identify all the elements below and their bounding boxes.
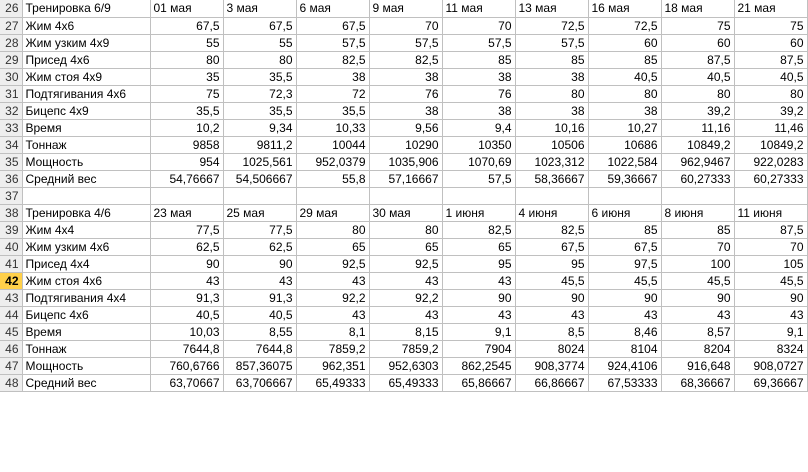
cell-value[interactable]: 57,16667 — [369, 170, 442, 187]
cell-value[interactable]: 85 — [588, 51, 661, 68]
row-header[interactable]: 41 — [0, 255, 22, 272]
table-row[interactable] — [0, 340, 807, 357]
cell-value[interactable]: 10,33 — [296, 119, 369, 136]
cell-value[interactable]: 87,5 — [734, 51, 807, 68]
exercise-label[interactable]: Подтягивания 4х6 — [22, 85, 150, 102]
cell-value[interactable]: 97,5 — [588, 255, 661, 272]
metric-label[interactable]: Мощность — [22, 153, 150, 170]
cell-value[interactable]: 57,5 — [442, 34, 515, 51]
row-header[interactable]: 27 — [0, 17, 22, 34]
cell-value[interactable]: 90 — [661, 289, 734, 306]
column-date[interactable]: 01 мая — [150, 0, 223, 17]
cell-value[interactable]: 35,5 — [223, 68, 296, 85]
column-date[interactable]: 4 июня — [515, 204, 588, 221]
cell-value[interactable]: 922,0283 — [734, 153, 807, 170]
table-row[interactable] — [0, 136, 807, 153]
row-header[interactable]: 35 — [0, 153, 22, 170]
cell-value[interactable]: 908,0727 — [734, 357, 807, 374]
cell-value[interactable]: 43 — [734, 306, 807, 323]
cell-value[interactable]: 8,55 — [223, 323, 296, 340]
cell-value[interactable]: 57,5 — [369, 34, 442, 51]
exercise-label[interactable]: Присед 4х4 — [22, 255, 150, 272]
metric-label[interactable]: Тоннаж — [22, 136, 150, 153]
table-row[interactable] — [0, 306, 807, 323]
column-date[interactable]: 8 июня — [661, 204, 734, 221]
row-header[interactable]: 32 — [0, 102, 22, 119]
cell-value[interactable]: 35,5 — [150, 102, 223, 119]
cell-value[interactable]: 82,5 — [296, 51, 369, 68]
cell-value[interactable]: 87,5 — [661, 51, 734, 68]
empty-cell[interactable] — [223, 187, 296, 204]
column-date[interactable]: 1 июня — [442, 204, 515, 221]
metric-label[interactable]: Средний вес — [22, 374, 150, 391]
cell-value[interactable]: 8324 — [734, 340, 807, 357]
cell-value[interactable]: 66,86667 — [515, 374, 588, 391]
cell-value[interactable]: 92,5 — [369, 255, 442, 272]
cell-value[interactable]: 80 — [223, 51, 296, 68]
exercise-label[interactable]: Жим узким 4х6 — [22, 238, 150, 255]
cell-value[interactable]: 43 — [515, 306, 588, 323]
cell-value[interactable]: 82,5 — [442, 221, 515, 238]
cell-value[interactable]: 862,2545 — [442, 357, 515, 374]
table-row[interactable] — [0, 102, 807, 119]
empty-cell[interactable] — [369, 187, 442, 204]
column-date[interactable]: 6 мая — [296, 0, 369, 17]
cell-value[interactable]: 70 — [369, 17, 442, 34]
cell-value[interactable]: 55 — [223, 34, 296, 51]
empty-cell[interactable] — [442, 187, 515, 204]
cell-value[interactable]: 1035,906 — [369, 153, 442, 170]
cell-value[interactable]: 39,2 — [734, 102, 807, 119]
empty-cell[interactable] — [734, 187, 807, 204]
cell-value[interactable]: 67,5 — [588, 238, 661, 255]
row-header[interactable]: 40 — [0, 238, 22, 255]
cell-value[interactable]: 40,5 — [150, 306, 223, 323]
table-row[interactable] — [0, 85, 807, 102]
cell-value[interactable]: 857,36075 — [223, 357, 296, 374]
table-row[interactable] — [0, 119, 807, 136]
table-row[interactable] — [0, 238, 807, 255]
cell-value[interactable]: 68,36667 — [661, 374, 734, 391]
table-row[interactable] — [0, 323, 807, 340]
cell-value[interactable]: 45,5 — [515, 272, 588, 289]
cell-value[interactable]: 70 — [442, 17, 515, 34]
column-date[interactable]: 6 июня — [588, 204, 661, 221]
table-row[interactable] — [0, 153, 807, 170]
cell-value[interactable]: 82,5 — [515, 221, 588, 238]
cell-value[interactable]: 85 — [661, 221, 734, 238]
cell-value[interactable]: 57,5 — [515, 34, 588, 51]
cell-value[interactable]: 40,5 — [223, 306, 296, 323]
cell-value[interactable]: 43 — [296, 306, 369, 323]
cell-value[interactable]: 8204 — [661, 340, 734, 357]
cell-value[interactable]: 10,2 — [150, 119, 223, 136]
cell-value[interactable]: 10290 — [369, 136, 442, 153]
row-header[interactable]: 29 — [0, 51, 22, 68]
exercise-label[interactable]: Жим узким 4х9 — [22, 34, 150, 51]
cell-value[interactable]: 80 — [515, 85, 588, 102]
cell-value[interactable]: 75 — [661, 17, 734, 34]
metric-label[interactable]: Мощность — [22, 357, 150, 374]
cell-value[interactable]: 60,27333 — [734, 170, 807, 187]
cell-value[interactable]: 954 — [150, 153, 223, 170]
cell-value[interactable]: 40,5 — [588, 68, 661, 85]
table-row[interactable] — [0, 204, 807, 221]
table-row[interactable] — [0, 289, 807, 306]
cell-value[interactable]: 67,5 — [296, 17, 369, 34]
cell-value[interactable]: 760,6766 — [150, 357, 223, 374]
cell-value[interactable]: 8,5 — [515, 323, 588, 340]
column-date[interactable]: 3 мая — [223, 0, 296, 17]
row-header-selected[interactable]: 42 — [0, 272, 22, 289]
cell-value[interactable]: 9811,2 — [223, 136, 296, 153]
column-date[interactable]: 11 июня — [734, 204, 807, 221]
cell-value[interactable]: 90 — [223, 255, 296, 272]
exercise-label[interactable]: Бицепс 4х6 — [22, 306, 150, 323]
cell-value[interactable]: 54,506667 — [223, 170, 296, 187]
cell-value[interactable]: 72,3 — [223, 85, 296, 102]
cell-value[interactable]: 57,5 — [442, 170, 515, 187]
cell-value[interactable]: 38 — [442, 68, 515, 85]
cell-value[interactable]: 70 — [661, 238, 734, 255]
cell-value[interactable]: 38 — [369, 68, 442, 85]
cell-value[interactable]: 65 — [296, 238, 369, 255]
cell-value[interactable]: 69,36667 — [734, 374, 807, 391]
cell-value[interactable]: 1070,69 — [442, 153, 515, 170]
cell-value[interactable]: 85 — [442, 51, 515, 68]
cell-value[interactable]: 80 — [296, 221, 369, 238]
cell-value[interactable]: 9,4 — [442, 119, 515, 136]
table-row[interactable] — [0, 374, 807, 391]
cell-value[interactable]: 7904 — [442, 340, 515, 357]
cell-value[interactable]: 58,36667 — [515, 170, 588, 187]
cell-value[interactable]: 1022,584 — [588, 153, 661, 170]
row-header[interactable]: 38 — [0, 204, 22, 221]
cell-value[interactable]: 55,8 — [296, 170, 369, 187]
table-row[interactable] — [0, 221, 807, 238]
cell-value[interactable]: 45,5 — [661, 272, 734, 289]
cell-value[interactable]: 63,70667 — [150, 374, 223, 391]
empty-cell[interactable] — [22, 187, 150, 204]
cell-value[interactable]: 8,15 — [369, 323, 442, 340]
cell-value[interactable]: 80 — [150, 51, 223, 68]
cell-value[interactable]: 92,2 — [296, 289, 369, 306]
cell-value[interactable]: 43 — [442, 272, 515, 289]
cell-value[interactable]: 38 — [296, 68, 369, 85]
cell-value[interactable]: 85 — [515, 51, 588, 68]
empty-cell[interactable] — [296, 187, 369, 204]
cell-value[interactable]: 952,6303 — [369, 357, 442, 374]
exercise-label[interactable]: Жим 4х4 — [22, 221, 150, 238]
cell-value[interactable]: 60 — [661, 34, 734, 51]
cell-value[interactable]: 43 — [150, 272, 223, 289]
exercise-label[interactable]: Жим стоя 4х6 — [22, 272, 150, 289]
cell-value[interactable]: 43 — [296, 272, 369, 289]
cell-value[interactable]: 72,5 — [515, 17, 588, 34]
table-row[interactable] — [0, 0, 807, 17]
block-title[interactable]: Тренировка 6/9 — [22, 0, 150, 17]
metric-label[interactable]: Время — [22, 119, 150, 136]
cell-value[interactable]: 9,1 — [442, 323, 515, 340]
column-date[interactable]: 9 мая — [369, 0, 442, 17]
cell-value[interactable]: 72 — [296, 85, 369, 102]
cell-value[interactable]: 92,5 — [296, 255, 369, 272]
row-header[interactable]: 31 — [0, 85, 22, 102]
cell-value[interactable]: 60 — [588, 34, 661, 51]
empty-cell[interactable] — [661, 187, 734, 204]
column-date[interactable]: 16 мая — [588, 0, 661, 17]
cell-value[interactable]: 40,5 — [734, 68, 807, 85]
cell-value[interactable]: 45,5 — [588, 272, 661, 289]
row-header[interactable]: 45 — [0, 323, 22, 340]
cell-value[interactable]: 72,5 — [588, 17, 661, 34]
block-title[interactable]: Тренировка 4/6 — [22, 204, 150, 221]
cell-value[interactable]: 82,5 — [369, 51, 442, 68]
cell-value[interactable]: 60,27333 — [661, 170, 734, 187]
cell-value[interactable]: 908,3774 — [515, 357, 588, 374]
cell-value[interactable]: 105 — [734, 255, 807, 272]
row-header[interactable]: 37 — [0, 187, 22, 204]
empty-cell[interactable] — [588, 187, 661, 204]
column-date[interactable]: 18 мая — [661, 0, 734, 17]
row-header[interactable]: 44 — [0, 306, 22, 323]
cell-value[interactable]: 80 — [369, 221, 442, 238]
cell-value[interactable]: 916,648 — [661, 357, 734, 374]
cell-value[interactable]: 43 — [369, 306, 442, 323]
row-header[interactable]: 43 — [0, 289, 22, 306]
cell-value[interactable]: 43 — [369, 272, 442, 289]
cell-value[interactable]: 60 — [734, 34, 807, 51]
cell-value[interactable]: 8104 — [588, 340, 661, 357]
column-date[interactable]: 29 мая — [296, 204, 369, 221]
cell-value[interactable]: 10506 — [515, 136, 588, 153]
cell-value[interactable]: 8,46 — [588, 323, 661, 340]
cell-value[interactable]: 62,5 — [223, 238, 296, 255]
cell-value[interactable]: 95 — [515, 255, 588, 272]
cell-value[interactable]: 67,5 — [223, 17, 296, 34]
cell-value[interactable]: 1023,312 — [515, 153, 588, 170]
cell-value[interactable]: 38 — [515, 68, 588, 85]
column-date[interactable]: 11 мая — [442, 0, 515, 17]
exercise-label[interactable]: Подтягивания 4х4 — [22, 289, 150, 306]
cell-value[interactable]: 55 — [150, 34, 223, 51]
cell-value[interactable]: 962,351 — [296, 357, 369, 374]
cell-value[interactable]: 7644,8 — [150, 340, 223, 357]
cell-value[interactable]: 9,34 — [223, 119, 296, 136]
table-row[interactable] — [0, 34, 807, 51]
row-header[interactable]: 46 — [0, 340, 22, 357]
cell-value[interactable]: 38 — [442, 102, 515, 119]
cell-value[interactable]: 65,86667 — [442, 374, 515, 391]
cell-value[interactable]: 91,3 — [150, 289, 223, 306]
exercise-label[interactable]: Присед 4х6 — [22, 51, 150, 68]
cell-value[interactable]: 10,16 — [515, 119, 588, 136]
table-row-selected[interactable] — [0, 272, 807, 289]
cell-value[interactable]: 67,5 — [150, 17, 223, 34]
cell-value[interactable]: 77,5 — [150, 221, 223, 238]
cell-value[interactable]: 65,49333 — [369, 374, 442, 391]
cell-value[interactable]: 38 — [515, 102, 588, 119]
row-header[interactable]: 26 — [0, 0, 22, 17]
row-header[interactable]: 30 — [0, 68, 22, 85]
cell-value[interactable]: 952,0379 — [296, 153, 369, 170]
cell-value[interactable]: 7644,8 — [223, 340, 296, 357]
cell-value[interactable]: 11,46 — [734, 119, 807, 136]
cell-value[interactable]: 90 — [442, 289, 515, 306]
cell-value[interactable]: 85 — [588, 221, 661, 238]
cell-value[interactable]: 80 — [734, 85, 807, 102]
cell-value[interactable]: 10,03 — [150, 323, 223, 340]
cell-value[interactable]: 10,27 — [588, 119, 661, 136]
cell-value[interactable]: 87,5 — [734, 221, 807, 238]
table-row[interactable] — [0, 357, 807, 374]
cell-value[interactable]: 75 — [150, 85, 223, 102]
cell-value[interactable]: 38 — [588, 102, 661, 119]
cell-value[interactable]: 9858 — [150, 136, 223, 153]
cell-value[interactable]: 90 — [150, 255, 223, 272]
row-header[interactable]: 28 — [0, 34, 22, 51]
row-header[interactable]: 39 — [0, 221, 22, 238]
cell-value[interactable]: 35 — [150, 68, 223, 85]
row-header[interactable]: 36 — [0, 170, 22, 187]
cell-value[interactable]: 80 — [661, 85, 734, 102]
cell-value[interactable]: 65 — [442, 238, 515, 255]
cell-value[interactable]: 43 — [442, 306, 515, 323]
cell-value[interactable]: 8,1 — [296, 323, 369, 340]
cell-value[interactable]: 65 — [369, 238, 442, 255]
exercise-label[interactable]: Жим 4х6 — [22, 17, 150, 34]
cell-value[interactable]: 43 — [223, 272, 296, 289]
table-row[interactable] — [0, 170, 807, 187]
cell-value[interactable]: 67,5 — [515, 238, 588, 255]
metric-label[interactable]: Тоннаж — [22, 340, 150, 357]
cell-value[interactable]: 67,53333 — [588, 374, 661, 391]
column-date[interactable]: 13 мая — [515, 0, 588, 17]
cell-value[interactable]: 9,56 — [369, 119, 442, 136]
column-date[interactable]: 30 мая — [369, 204, 442, 221]
cell-value[interactable]: 35,5 — [223, 102, 296, 119]
exercise-label[interactable]: Бицепс 4х9 — [22, 102, 150, 119]
table-row[interactable] — [0, 255, 807, 272]
cell-value[interactable]: 54,76667 — [150, 170, 223, 187]
cell-value[interactable]: 10849,2 — [734, 136, 807, 153]
cell-value[interactable]: 75 — [734, 17, 807, 34]
cell-value[interactable]: 7859,2 — [369, 340, 442, 357]
cell-value[interactable]: 57,5 — [296, 34, 369, 51]
cell-value[interactable]: 92,2 — [369, 289, 442, 306]
row-header[interactable]: 48 — [0, 374, 22, 391]
column-date[interactable]: 21 мая — [734, 0, 807, 17]
cell-value[interactable]: 43 — [588, 306, 661, 323]
cell-value[interactable]: 100 — [661, 255, 734, 272]
cell-value[interactable]: 80 — [588, 85, 661, 102]
cell-value[interactable]: 62,5 — [150, 238, 223, 255]
cell-value[interactable]: 962,9467 — [661, 153, 734, 170]
table-row[interactable] — [0, 51, 807, 68]
cell-value[interactable]: 7859,2 — [296, 340, 369, 357]
cell-value[interactable]: 10686 — [588, 136, 661, 153]
row-header[interactable]: 34 — [0, 136, 22, 153]
cell-value[interactable]: 76 — [442, 85, 515, 102]
cell-value[interactable]: 63,706667 — [223, 374, 296, 391]
cell-value[interactable]: 10350 — [442, 136, 515, 153]
column-date[interactable]: 23 мая — [150, 204, 223, 221]
cell-value[interactable]: 76 — [369, 85, 442, 102]
table-row[interactable] — [0, 17, 807, 34]
cell-value[interactable]: 43 — [661, 306, 734, 323]
cell-value[interactable]: 90 — [515, 289, 588, 306]
cell-value[interactable]: 77,5 — [223, 221, 296, 238]
table-row-empty[interactable] — [0, 187, 807, 204]
metric-label[interactable]: Время — [22, 323, 150, 340]
cell-value[interactable]: 90 — [734, 289, 807, 306]
cell-value[interactable]: 40,5 — [661, 68, 734, 85]
cell-value[interactable]: 91,3 — [223, 289, 296, 306]
cell-value[interactable]: 70 — [734, 238, 807, 255]
column-date[interactable]: 25 мая — [223, 204, 296, 221]
cell-value[interactable]: 45,5 — [734, 272, 807, 289]
cell-value[interactable]: 11,16 — [661, 119, 734, 136]
empty-cell[interactable] — [515, 187, 588, 204]
cell-value[interactable]: 1025,561 — [223, 153, 296, 170]
cell-value[interactable]: 95 — [442, 255, 515, 272]
row-header[interactable]: 47 — [0, 357, 22, 374]
cell-value[interactable]: 924,4106 — [588, 357, 661, 374]
metric-label[interactable]: Средний вес — [22, 170, 150, 187]
row-header[interactable]: 33 — [0, 119, 22, 136]
cell-value[interactable]: 10044 — [296, 136, 369, 153]
cell-value[interactable]: 8024 — [515, 340, 588, 357]
cell-value[interactable]: 90 — [588, 289, 661, 306]
cell-value[interactable]: 59,36667 — [588, 170, 661, 187]
cell-value[interactable]: 10849,2 — [661, 136, 734, 153]
table-row[interactable] — [0, 68, 807, 85]
cell-value[interactable]: 38 — [369, 102, 442, 119]
cell-value[interactable]: 65,49333 — [296, 374, 369, 391]
cell-value[interactable]: 39,2 — [661, 102, 734, 119]
empty-cell[interactable] — [150, 187, 223, 204]
cell-value[interactable]: 8,57 — [661, 323, 734, 340]
cell-value[interactable]: 9,1 — [734, 323, 807, 340]
cell-value[interactable]: 35,5 — [296, 102, 369, 119]
exercise-label[interactable]: Жим стоя 4х9 — [22, 68, 150, 85]
